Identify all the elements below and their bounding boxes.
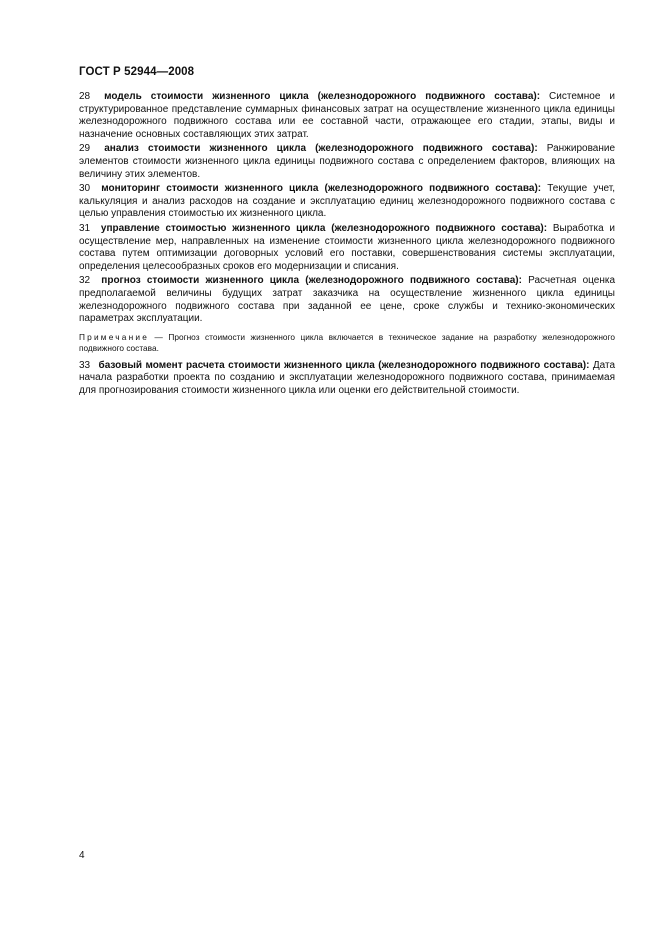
term-title: модель стоимости жизненного цикла (железнодорожного подвижного состава): (104, 91, 541, 102)
document-body (79, 91, 615, 399)
note-label: Примечание (79, 331, 150, 342)
term-entry-32 (79, 275, 615, 325)
term-definition: Выработка и осуществление мер, направленных на изменение стоимости жизненного цикла железнодорожного подвижного состава путем оптимизации договорных условий его поставки, совершенствования системы эксплуатации, определения целесообразных сроков его модернизации и списания. (79, 222, 616, 272)
term-title: мониторинг стоимости жизненного цикла (железнодорожного подвижного состава): (101, 183, 542, 195)
term-title: управление стоимостью жизненного цикла (железнодорожного подвижного состава): (100, 222, 548, 234)
term-entry-29 (79, 143, 615, 181)
term-entry-28 (79, 91, 615, 141)
term-entry-33 (79, 360, 615, 398)
note-text: — Прогноз стоимости жизненного цикла включается в техническое задание на разработку железнодорожного подвижного состава. (79, 331, 615, 353)
term-title: анализ стоимости жизненного цикла (железнодорожного подвижного состава): (104, 143, 538, 155)
page-number: 4 (79, 850, 85, 861)
term-number: 29 (79, 143, 91, 155)
term-definition: Ранжирование элементов стоимости жизненного цикла единицы подвижного состава с определением факторов, влияющих на величину этих элементов. (79, 143, 616, 180)
term-definition: Текущие учет, калькуляция и анализ расходов на создание и эксплуатацию единиц железнодорожного подвижного состава с целью управления стоимостью их жизненного цикла. (79, 183, 616, 220)
term-entry-31 (79, 223, 615, 273)
term-definition: Системное и структурированное представление суммарных финансовых затрат на осуществление жизненного цикла единицы железнодорожного подвижного состава или ее составной части, отражающее его стадии, этапы, виды и назначение основных составляющих этих затрат. (79, 91, 615, 140)
term-number: 33 (79, 359, 91, 371)
term-number: 28 (79, 91, 91, 102)
term-entry-30 (79, 183, 615, 221)
document-header: ГОСТ Р 52944—2008 (79, 66, 195, 78)
term-definition: Расчетная оценка предполагаемой величины будущих затрат заказчика на осуществление жизненного цикла единицы железнодорожного подвижного состава при заданной ее цене, сроке службы и технико-экономических параметрах эксплуатации. (79, 275, 616, 325)
term-definition: Дата начала разработки проекта по созданию и эксплуатации железнодорожного подвижного состава, принимаемая для прогнозирования стоимости жизненного цикла или оценки его действительной стоимости. (79, 359, 616, 396)
term-number: 30 (79, 183, 91, 195)
term-title: прогноз стоимости жизненного цикла (железнодорожного подвижного состава): (101, 275, 522, 287)
term-number: 31 (79, 222, 91, 234)
note (79, 332, 615, 354)
term-number: 32 (79, 275, 91, 287)
term-title: базовый момент расчета стоимости жизненного цикла (железнодорожного подвижного состава): (98, 359, 590, 371)
